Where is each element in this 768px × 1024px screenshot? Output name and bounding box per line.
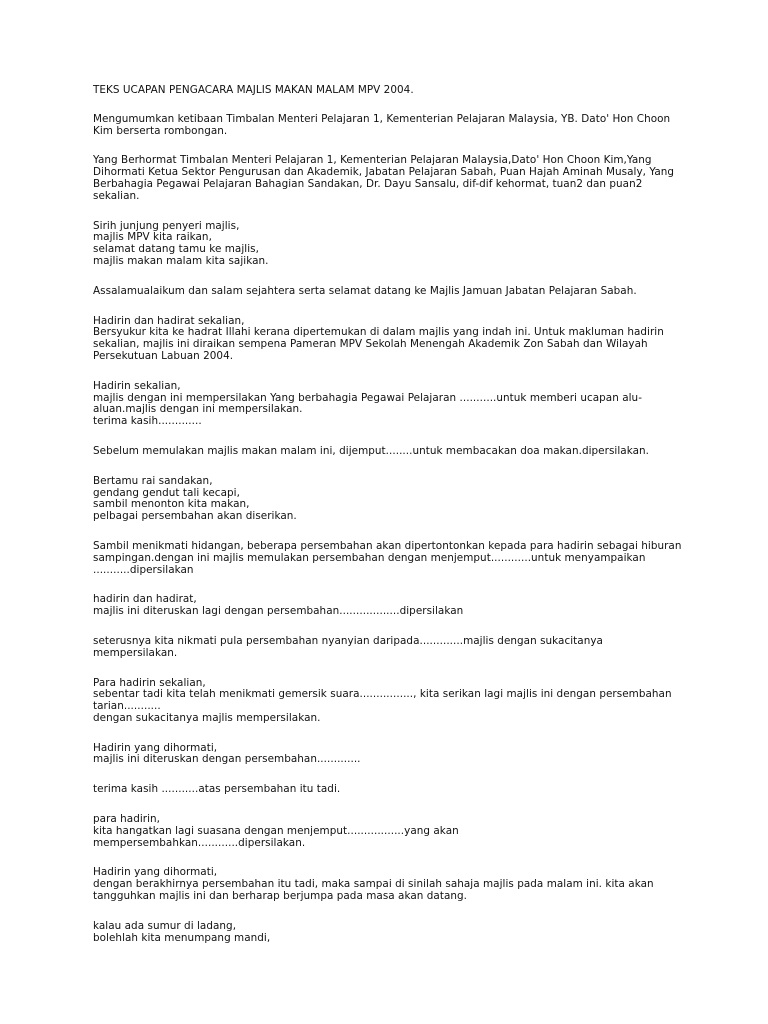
text-line: kalau ada sumur di ladang,	[93, 919, 237, 932]
text-line: Sambil menikmati hidangan, beberapa persembahan akan dipertontonkan kepada para hadirin sebagai hiburan	[93, 539, 682, 552]
document-title: TEKS UCAPAN PENGACARA MAJLIS MAKAN MALAM MPV 2004.	[93, 84, 414, 96]
text-line: tangguhkan majlis ini dan berharap berjumpa pada masa akan datang.	[93, 890, 467, 903]
text-line: Berbahagia Pegawai Pelajaran Bahagian Sandakan, Dr. Dayu Sansalu, dif-dif kehormat, tuan2 dan puan2	[93, 177, 643, 190]
text-line: Para hadirin sekalian,	[93, 676, 206, 689]
text-line: terima kasih ...........atas persembahan itu tadi.	[93, 783, 341, 796]
text-line: Assalamualaikum dan salam sejahtera serta selamat datang ke Majlis Jamuan Jabatan Pelajaran Sabah.	[93, 284, 637, 297]
text-line: ...........dipersilakan	[93, 563, 194, 576]
text-line: gendang gendut tali kecapi,	[93, 486, 240, 499]
paragraph	[93, 784, 683, 796]
paragraph	[93, 381, 683, 428]
text-line: aluan.majlis dengan ini mempersilakan.	[93, 403, 303, 416]
text-line: Hadirin yang dihormati,	[93, 741, 218, 754]
text-line: Bersyukur kita ke hadrat Illahi kerana dipertemukan di dalam majlis yang indah ini. Untuk makluman hadirin	[93, 326, 664, 339]
paragraph	[93, 476, 683, 523]
text-line: Persekutuan Labuan 2004.	[93, 349, 234, 362]
text-line: mempersembahkan............dipersilakan.	[93, 836, 306, 849]
text-line: mempersilakan.	[93, 646, 178, 659]
text-line: sekalian, majlis ini diraikan sempena Pameran MPV Sekolah Menengah Akademik Zon Sabah dan Wilayah	[93, 338, 648, 351]
text-line: seterusnya kita nikmati pula persembahan nyanyian daripada.............majlis dengan sukacitanya	[93, 634, 603, 647]
paragraph	[93, 921, 683, 945]
text-line: para hadirin,	[93, 813, 161, 826]
text-line: Hadirin yang dihormati,	[93, 866, 218, 879]
paragraph	[93, 114, 683, 138]
text-line: dengan sukacitanya majlis mempersilakan.	[93, 711, 321, 724]
text-line: Mengumumkan ketibaan Timbalan Menteri Pelajaran 1, Kementerian Pelajaran Malaysia, YB. Dato' Hon Choon	[93, 112, 671, 125]
text-line: selamat datang tamu ke majlis,	[93, 243, 259, 256]
text-line: majlis ini diteruskan lagi dengan persembahan..................dipersilakan	[93, 605, 464, 618]
paragraph-list	[93, 114, 683, 945]
text-line: Dihormati Ketua Sektor Pengurusan dan Akademik, Jabatan Pelajaran Sabah, Puan Hajah Aminah Musaly, Yang	[93, 166, 675, 179]
text-line: terima kasih.............	[93, 415, 202, 428]
paragraph	[93, 594, 683, 618]
text-line: pelbagai persembahan akan diserikan.	[93, 510, 297, 523]
text-line: sambil menonton kita makan,	[93, 498, 250, 511]
text-line: tarian...........	[93, 700, 161, 713]
paragraph	[93, 541, 683, 576]
text-line: hadirin dan hadirat,	[93, 593, 197, 606]
text-line: Kim berserta rombongan.	[93, 124, 228, 137]
paragraph	[93, 743, 683, 767]
paragraph	[93, 155, 683, 202]
text-line: kita hangatkan lagi suasana dengan menjemput.................yang akan	[93, 824, 459, 837]
text-line: Bertamu rai sandakan,	[93, 474, 213, 487]
text-line: Sirih junjung penyeri majlis,	[93, 219, 240, 232]
text-line: Hadirin dan hadirat sekalian,	[93, 314, 245, 327]
text-line: majlis makan malam kita sajikan.	[93, 254, 269, 267]
text-line: majlis ini diteruskan dengan persembahan.............	[93, 753, 361, 766]
document-body	[93, 85, 683, 962]
text-line: Yang Berhormat Timbalan Menteri Pelajaran 1, Kementerian Pelajaran Malaysia,Dato' Hon Choon Kim,Yang	[93, 154, 652, 167]
text-line: sampingan.dengan ini majlis memulakan persembahan dengan menjemput............untuk menyampaikan	[93, 551, 646, 564]
paragraph	[93, 316, 683, 363]
text-line: dengan berakhirnya persembahan itu tadi, maka sampai di sinilah sahaja majlis pada malam ini. kita akan	[93, 878, 654, 891]
text-line: sebentar tadi kita telah menikmati gemersik suara................, kita serikan lagi majlis ini dengan persembahan	[93, 688, 672, 701]
text-line: majlis dengan ini mempersilakan Yang berbahagia Pegawai Pelajaran ...........untuk memberi ucapan alu-	[93, 391, 642, 404]
paragraph	[93, 814, 683, 849]
text-line: Sebelum memulakan majlis makan malam ini, dijemput........untuk membacakan doa makan.dipersilakan.	[93, 444, 649, 457]
text-line: bolehlah kita menumpang mandi,	[93, 931, 271, 944]
paragraph	[93, 867, 683, 902]
paragraph	[93, 286, 683, 298]
text-line: Hadirin sekalian,	[93, 379, 181, 392]
paragraph	[93, 678, 683, 725]
text-line: majlis MPV kita raikan,	[93, 231, 212, 244]
text-line: sekalian.	[93, 189, 140, 202]
paragraph	[93, 446, 683, 458]
paragraph	[93, 636, 683, 660]
paragraph	[93, 221, 683, 268]
